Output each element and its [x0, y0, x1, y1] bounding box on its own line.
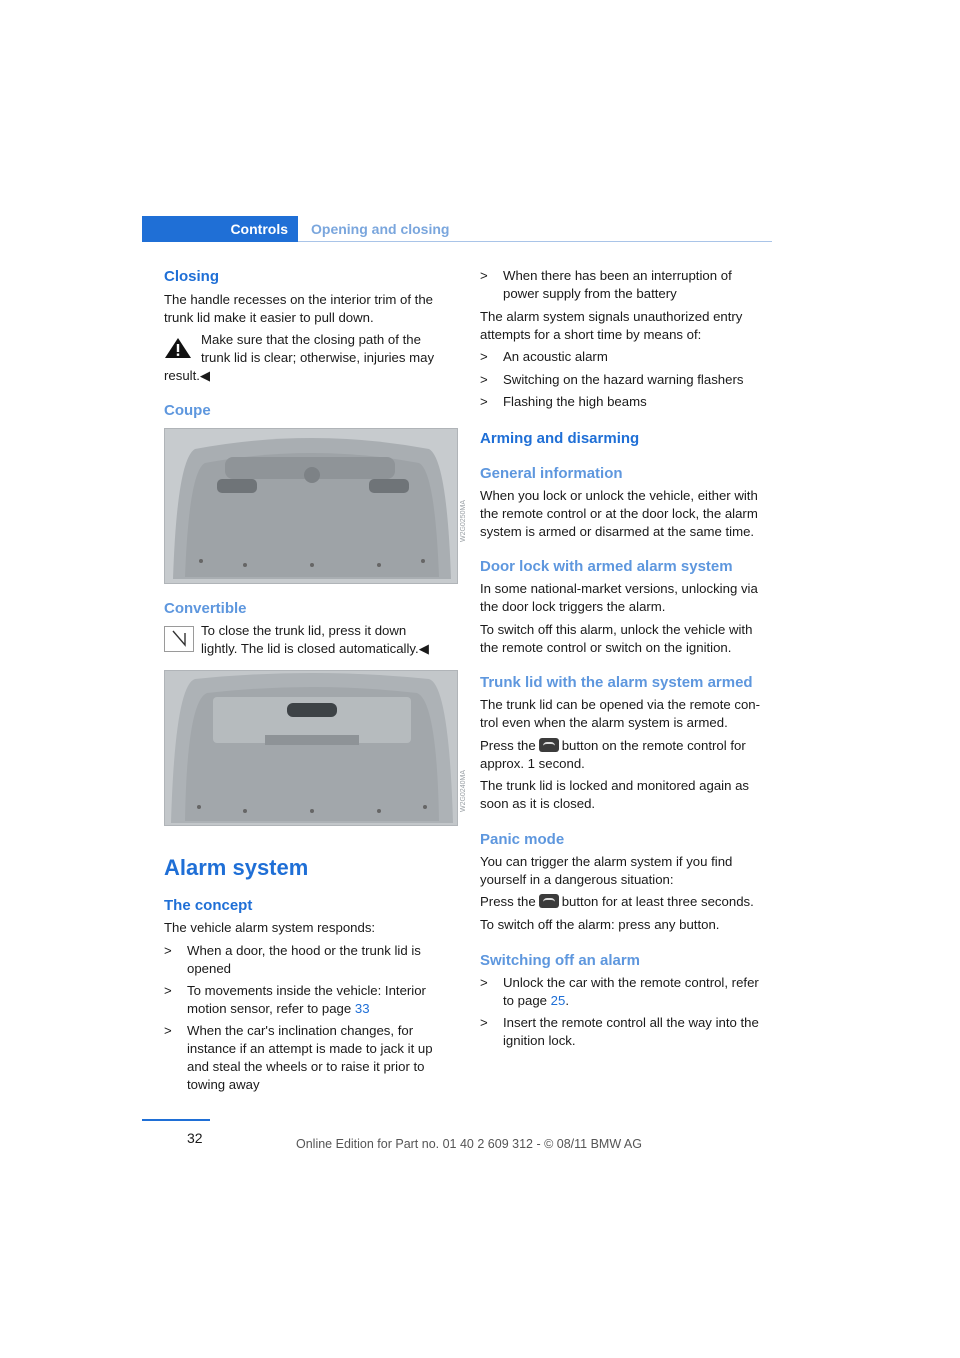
warning-icon — [164, 336, 192, 360]
alarm-system-heading: Alarm system — [164, 855, 309, 880]
section-tab — [142, 216, 298, 242]
general-line-3: system is armed or disarmed at the same time. — [480, 524, 755, 539]
press-remote-line-1: Press the button on the remote control for — [480, 738, 746, 753]
door-lock-heading: Door lock with armed alarm system — [480, 558, 733, 575]
arming-heading: Arming and disarming — [480, 430, 640, 447]
closing-heading: Closing — [164, 268, 219, 285]
note-icon — [164, 626, 194, 652]
warning-line-3: result.◀ — [164, 368, 211, 383]
concept-paragraph: The vehicle alarm system responds: — [164, 920, 376, 935]
note-line-1: To close the trunk lid, press it down — [201, 623, 407, 638]
panic-heading: Panic mode — [480, 831, 565, 848]
header-rule — [298, 241, 772, 242]
trunk-line-3: The trunk lid is locked and monitored again as — [480, 778, 750, 793]
subsection-label: Opening and closing — [311, 221, 450, 237]
list-item: > Unlock the car with the remote control, refer to page 25. — [480, 975, 759, 1008]
coupe-trunk-image — [164, 428, 458, 584]
page-number-rule — [142, 1119, 210, 1121]
trunk-line-4: soon as it is closed. — [480, 796, 596, 811]
convertible-trunk-image — [164, 670, 458, 826]
panic-line-3: To switch off the alarm: press any button. — [480, 917, 720, 932]
trunk-alarm-heading: Trunk lid with the alarm system armed — [480, 674, 753, 691]
trunk-button-icon — [539, 738, 559, 752]
convertible-image-code: W2G0240MA — [460, 770, 467, 813]
general-line-2: the remote control or at the door lock, the alarm — [480, 506, 758, 521]
note-line-2: lightly. The lid is closed automatically.◀ — [201, 641, 429, 656]
door-line-4: the remote control or switch on the ignition. — [480, 640, 732, 655]
concept-heading: The concept — [164, 897, 253, 914]
trunk-line-2: trol even when the alarm system is armed. — [480, 715, 728, 730]
list-item: > To movements inside the vehicle: Interior motion sensor, refer to page 33 — [164, 983, 426, 1016]
panic-button-icon — [539, 894, 559, 908]
coupe-image-code: W2G0250MA — [460, 500, 467, 543]
warning-line-2: trunk lid is clear; otherwise, injuries may — [201, 350, 435, 365]
list-item: > When there has been an interruption of power supply from the battery — [480, 268, 732, 301]
trunk-line-1: The trunk lid can be opened via the remote con- — [480, 697, 761, 712]
door-line-2: the door lock triggers the alarm. — [480, 599, 666, 614]
door-line-1: In some national-market versions, unlocking via — [480, 581, 758, 596]
list-item: > Switching on the hazard warning flashers — [480, 372, 744, 387]
convertible-heading: Convertible — [164, 600, 247, 617]
press-panic-line: Press the button for at least three seconds. — [480, 894, 754, 909]
coupe-heading: Coupe — [164, 402, 211, 419]
list-item: > When a door, the hood or the trunk lid is opened — [164, 943, 421, 976]
closing-paragraph: The handle recesses on the interior trim of the trunk lid make it easier to pull down. — [164, 292, 434, 325]
door-line-3: To switch off this alarm, unlock the vehicle with — [480, 622, 753, 637]
general-line-1: When you lock or unlock the vehicle, either with — [480, 488, 758, 503]
press-remote-line-2: approx. 1 second. — [480, 756, 585, 771]
list-item: > Flashing the high beams — [480, 394, 647, 409]
warning-line-1: Make sure that the closing path of the — [201, 332, 421, 347]
general-info-heading: General information — [480, 465, 623, 482]
signals-line-2: attempts for a short time by means of: — [480, 327, 702, 342]
switch-off-heading: Switching off an alarm — [480, 952, 641, 969]
panic-line-1: You can trigger the alarm system if you find — [480, 854, 733, 869]
edition-footer: Online Edition for Part no. 01 40 2 609 312 - © 08/11 BMW AG — [296, 1137, 642, 1151]
list-item: > Insert the remote control all the way into the ignition lock. — [480, 1015, 759, 1048]
page-link-25[interactable]: 25 — [550, 993, 566, 1008]
section-label: Controls — [230, 221, 288, 237]
page-link-33[interactable]: 33 — [354, 1001, 370, 1016]
list-item: > When the car's inclination changes, for instance if an attempt is made to jack it up and steal the wheels or to raise it prior to towing away — [164, 1023, 433, 1092]
list-item: > An acoustic alarm — [480, 349, 608, 364]
panic-line-2: yourself in a dangerous situation: — [480, 872, 674, 887]
page-number: 32 — [187, 1130, 203, 1146]
signals-line-1: The alarm system signals unauthorized entry — [480, 309, 743, 324]
